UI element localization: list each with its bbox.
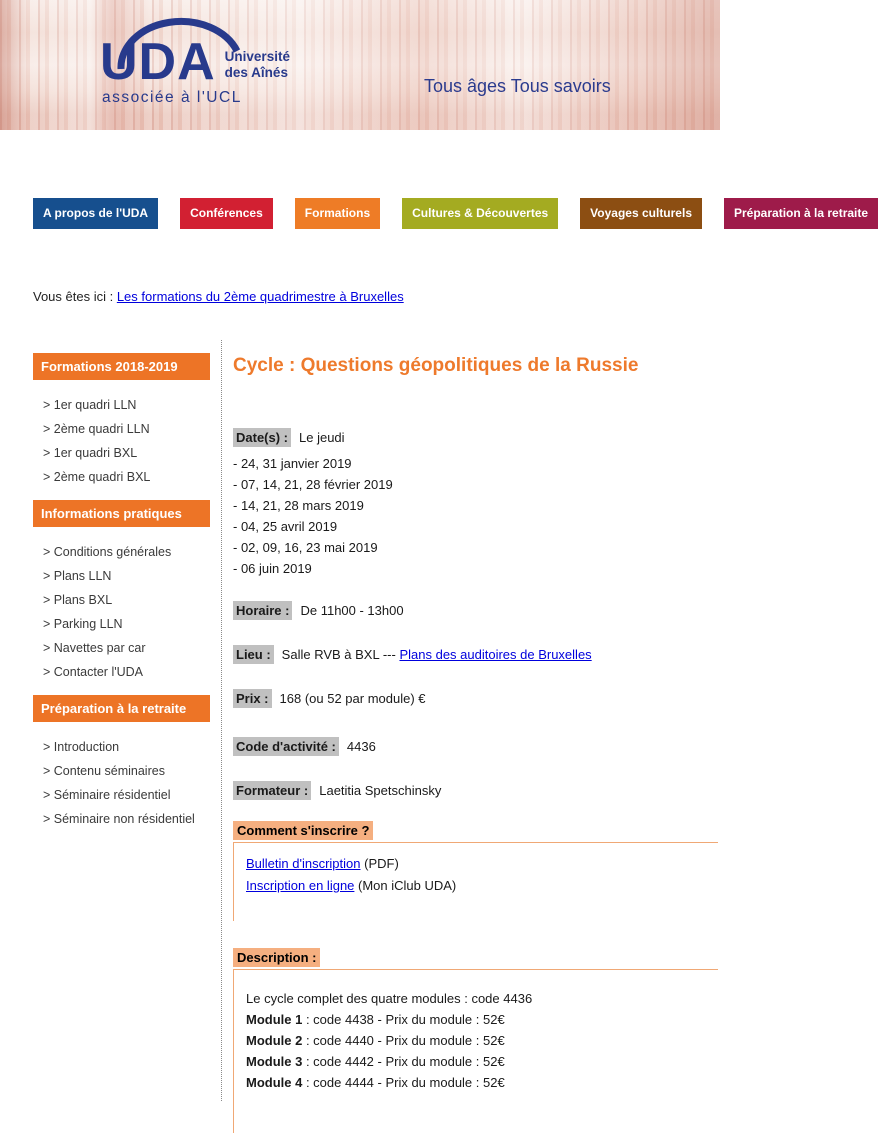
- logo-arc-icon: [116, 12, 248, 72]
- nav-item-cultures[interactable]: Cultures & Découvertes: [402, 198, 558, 229]
- page-title: Cycle : Questions géopolitiques de la Russie: [233, 355, 639, 376]
- lieu-label: Lieu :: [233, 645, 274, 664]
- logo-acronym: UDA: [100, 33, 216, 91]
- inscription-line: [246, 875, 718, 897]
- inscription-title: Comment s'inscrire ?: [233, 821, 373, 840]
- sidebar-item-1er-quadri-bxl[interactable]: > 1er quadri BXL: [43, 446, 138, 460]
- sidebar-header-infos-pratiques[interactable]: Informations pratiques: [33, 500, 210, 527]
- module-line: Module 2 : code 4440 - Prix du module : 52€: [246, 1033, 505, 1048]
- detail-prix: [233, 690, 718, 708]
- sidebar-item-parking-lln[interactable]: > Parking LLN: [43, 617, 123, 631]
- description-section: [233, 949, 718, 1133]
- breadcrumb-link[interactable]: Les formations du 2ème quadrimestre à Bruxelles: [116, 289, 404, 304]
- uda-logo[interactable]: [100, 33, 350, 107]
- description-title: Description :: [233, 948, 320, 967]
- content-area: [0, 340, 720, 1101]
- inscription-suffix: (Mon iClub UDA): [354, 878, 457, 893]
- sidebar-group-infos-pratiques: [33, 540, 221, 684]
- detail-dates: [233, 429, 718, 447]
- nav-item-conferences[interactable]: Conférences: [180, 198, 273, 229]
- nav-item-preparation[interactable]: Préparation à la retraite: [724, 198, 878, 229]
- sidebar-item-seminaire-residentiel[interactable]: > Séminaire résidentiel: [43, 788, 171, 802]
- module-line: Module 3 : code 4442 - Prix du module : 52€: [246, 1054, 505, 1069]
- date-line: - 24, 31 janvier 2019: [233, 456, 352, 471]
- inscription-section: [233, 822, 718, 921]
- sidebar-item-2eme-quadri-bxl[interactable]: > 2ème quadri BXL: [43, 470, 151, 484]
- code-activite-value: 4436: [346, 739, 376, 754]
- nav-item-formations[interactable]: Formations: [295, 198, 380, 229]
- detail-lieu: [233, 646, 718, 664]
- description-header: [233, 949, 718, 970]
- detail-code-activite: [233, 738, 718, 756]
- date-line: - 02, 09, 16, 23 mai 2019: [233, 540, 378, 555]
- sidebar-item-plans-bxl[interactable]: > Plans BXL: [43, 593, 113, 607]
- sidebar-item-plans-lln[interactable]: > Plans LLN: [43, 569, 112, 583]
- sidebar-group-preparation-retraite: [33, 735, 221, 831]
- sidebar-item-1er-quadri-lln[interactable]: > 1er quadri LLN: [43, 398, 137, 412]
- main-content: [222, 340, 720, 1101]
- tagline: Tous âges Tous savoirs: [424, 76, 611, 96]
- date-line: - 07, 14, 21, 28 février 2019: [233, 477, 393, 492]
- main-nav: [33, 198, 869, 229]
- dates-list: [233, 453, 718, 579]
- dates-label: Date(s) :: [233, 428, 291, 447]
- sidebar-item-seminaire-non-residentiel[interactable]: > Séminaire non résidentiel: [43, 812, 195, 826]
- inscription-body: [233, 843, 718, 921]
- date-line: - 14, 21, 28 mars 2019: [233, 498, 364, 513]
- horaire-value: De 11h00 - 13h00: [300, 603, 404, 618]
- bulletin-inscription-link[interactable]: Bulletin d'inscription: [246, 856, 361, 871]
- module-line: Module 1 : code 4438 - Prix du module : 52€: [246, 1012, 505, 1027]
- formateur-value: Laetitia Spetschinsky: [319, 783, 442, 798]
- horaire-label: Horaire :: [233, 601, 292, 620]
- detail-formateur: [233, 782, 718, 800]
- breadcrumb-prefix: Vous êtes ici :: [33, 289, 117, 304]
- breadcrumb: [33, 289, 720, 305]
- sidebar-item-contenu-seminaires[interactable]: > Contenu séminaires: [43, 764, 165, 778]
- nav-item-voyages[interactable]: Voyages culturels: [580, 198, 702, 229]
- module-line: Module 4 : code 4444 - Prix du module : 52€: [246, 1075, 505, 1090]
- date-line: - 04, 25 avril 2019: [233, 519, 338, 534]
- dates-value: Le jeudi: [299, 430, 345, 445]
- sidebar-item-introduction[interactable]: > Introduction: [43, 740, 120, 754]
- logo-name: Université des Aînés: [224, 48, 290, 80]
- prix-label: Prix :: [233, 689, 272, 708]
- sidebar-header-formations[interactable]: Formations 2018-2019: [33, 353, 210, 380]
- description-intro: Le cycle complet des quatre modules : code 4436: [246, 991, 533, 1006]
- sidebar-item-2eme-quadri-lln[interactable]: > 2ème quadri LLN: [43, 422, 150, 436]
- inscription-line: [246, 853, 718, 875]
- bulletin-suffix: (PDF): [360, 856, 399, 871]
- inscription-header: [233, 822, 718, 843]
- logo-affiliation: associée à l'UCL: [102, 88, 242, 106]
- date-line: - 06 juin 2019: [233, 561, 312, 576]
- sidebar: [0, 340, 222, 1101]
- formateur-label: Formateur :: [233, 781, 311, 800]
- sidebar-header-preparation-retraite[interactable]: Préparation à la retraite: [33, 695, 210, 722]
- nav-item-apropos[interactable]: A propos de l'UDA: [33, 198, 158, 229]
- code-activite-label: Code d'activité :: [233, 737, 339, 756]
- sidebar-item-navettes[interactable]: > Navettes par car: [43, 641, 146, 655]
- inscription-en-ligne-link[interactable]: Inscription en ligne: [246, 878, 355, 893]
- sidebar-item-conditions[interactable]: > Conditions générales: [43, 545, 172, 559]
- sidebar-group-formations: [33, 393, 221, 489]
- header-banner: [0, 0, 720, 130]
- prix-value: 168 (ou 52 par module) €: [279, 691, 426, 706]
- sidebar-item-contacter[interactable]: > Contacter l'UDA: [43, 665, 143, 679]
- description-body: [233, 970, 718, 1133]
- lieu-value: Salle RVB à BXL ---: [281, 647, 400, 662]
- detail-horaire: [233, 602, 718, 620]
- plans-auditoires-link[interactable]: Plans des auditoires de Bruxelles: [399, 647, 592, 662]
